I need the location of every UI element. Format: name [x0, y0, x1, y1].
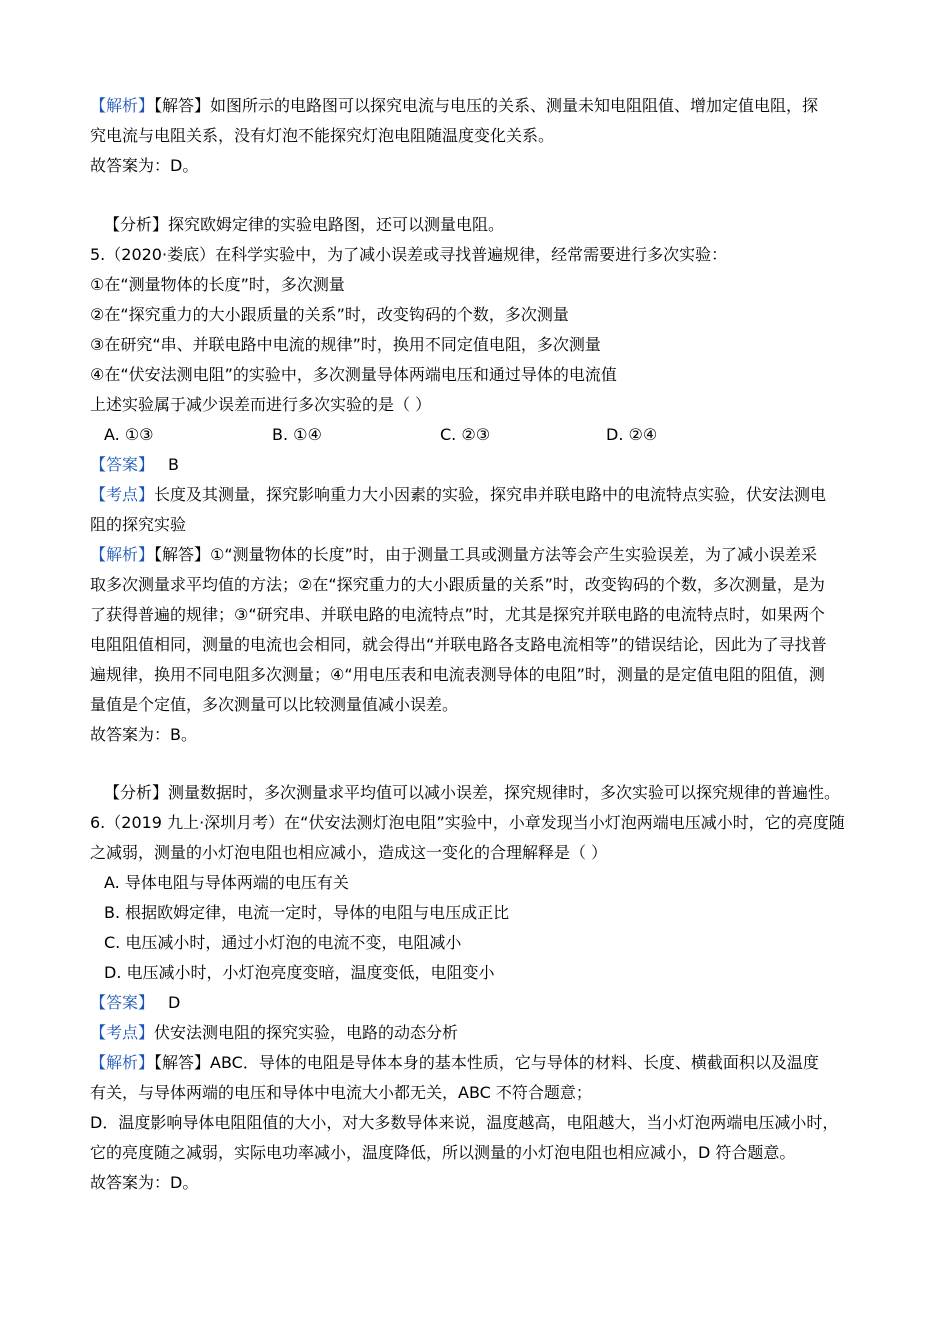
q6-jiexi-line4: 它的亮度随之减弱，实际电功率减小，温度降低，所以测量的小灯泡电阻也相应减小，D 符合题意。	[90, 1143, 796, 1162]
kaodian-tag: 【考点】	[90, 1023, 155, 1042]
q5-jiexi-line2: 取多次测量求平均值的方法；②在“探究重力的大小跟质量的关系”时，改变钩码的个数，多次测量，是为	[90, 575, 825, 594]
q5-jiexi-line5: 遍规律，换用不同电阻多次测量；④“用电压表和电流表测导体的电阻”时，测量的是定值电阻的阻值，测	[90, 665, 825, 684]
q5-item-1: ①在“测量物体的长度”时，多次测量	[90, 275, 345, 294]
q6-answer: D	[168, 993, 181, 1012]
q4-jiexi-line	[90, 95, 818, 117]
jiexi-tag: 【解析】	[90, 96, 155, 115]
q6-answer-line	[90, 992, 180, 1014]
q5-option-d: D. ②④	[606, 425, 658, 444]
fenxi-tag: 【分析】	[104, 215, 169, 234]
q5-kaodian-line	[90, 484, 826, 506]
q6-option-d: D. 电压减小时，小灯泡亮度变暗，温度变低，电阻变小	[104, 963, 495, 982]
q6-conclusion: 故答案为：D。	[90, 1173, 199, 1192]
q4-jiexi-line2: 究电流与电阻关系，没有灯泡不能探究灯泡电阻随温度变化关系。	[90, 126, 555, 145]
q5-kaodian-line2: 阻的探究实验	[90, 515, 187, 534]
q5-kaodian-text: 长度及其测量，探究影响重力大小因素的实验，探究串并联电路中的电流特点实验，伏安法测电	[154, 485, 827, 504]
q5-stem: 5.（2020·娄底）在科学实验中，为了减小误差或寻找普遍规律，经常需要进行多次实验：	[90, 245, 728, 264]
q5-item-2: ②在“探究重力的大小跟质量的关系”时，改变钩码的个数，多次测量	[90, 305, 569, 324]
q5-item-4: ④在“伏安法测电阻”的实验中，多次测量导体两端电压和通过导体的电流值	[90, 365, 617, 384]
q5-option-a: A. ①③	[104, 425, 154, 444]
q6-jiexi-line	[90, 1052, 819, 1074]
q4-fenxi-text: 探究欧姆定律的实验电路图，还可以测量电阻。	[168, 215, 505, 234]
jiexi-tag: 【解析】	[90, 1053, 155, 1072]
q6-option-b: B. 根据欧姆定律，电流一定时，导体的电阻与电压成正比	[104, 903, 510, 922]
q6-stem-line2: 之减弱，测量的小灯泡电阻也相应减小，造成这一变化的合理解释是（ ）	[90, 843, 608, 862]
q6-stem: 6.（2019 九上·深圳月考）在“伏安法测灯泡电阻”实验中，小章发现当小灯泡两端电压减小时，它的亮度随	[90, 813, 845, 832]
q5-jiexi-line3: 了获得普遍的规律；③“研究串、并联电路的电流特点”时，尤其是探究并联电路的电流特点时，如果两个	[90, 605, 825, 624]
q6-jiexi-line2: 有关，与导体两端的电压和导体中电流大小都无关，ABC 不符合题意；	[90, 1083, 592, 1102]
q5-fenxi-line	[104, 782, 840, 804]
q6-option-c: C. 电压减小时，通过小灯泡的电流不变，电阻减小	[104, 933, 462, 952]
q5-item-3: ③在研究“串、并联电路中电流的规律”时，换用不同定值电阻，多次测量	[90, 335, 601, 354]
q5-jiexi-text: 【解答】①“测量物体的长度”时，由于测量工具或测量方法等会产生实验误差，为了减小误差采	[154, 545, 817, 564]
fenxi-tag: 【分析】	[104, 783, 169, 802]
q5-answer: B	[168, 455, 179, 474]
q5-option-b: B. ①④	[272, 425, 322, 444]
q6-jiexi-line3: D．温度影响导体电阻阻值的大小，对大多数导体来说，温度越高，电阻越大，当小灯泡两端电压减小时，	[90, 1113, 839, 1132]
q4-conclusion: 故答案为：D。	[90, 156, 199, 175]
answer-tag: 【答案】	[90, 993, 155, 1012]
q5-option-c: C. ②③	[440, 425, 491, 444]
q5-answer-line	[90, 454, 179, 476]
q5-jiexi-line4: 电阻阻值相同，测量的电流也会相同，就会得出“并联电路各支路电流相等”的错误结论，因此为了寻找普	[90, 635, 827, 654]
q6-option-a: A. 导体电阻与导体两端的电压有关	[104, 873, 349, 892]
q6-jiexi-text: 【解答】ABC．导体的电阻是导体本身的基本性质，它与导体的材料、长度、横截面积以及温度	[154, 1053, 819, 1072]
q6-kaodian-text: 伏安法测电阻的探究实验，电路的动态分析	[154, 1023, 459, 1042]
q5-fenxi-text: 测量数据时，多次测量求平均值可以减小误差，探究规律时，多次实验可以探究规律的普遍性。	[168, 783, 841, 802]
q5-jiexi-line6: 量值是个定值，多次测量可以比较测量值减小误差。	[90, 695, 459, 714]
q6-kaodian-line	[90, 1022, 458, 1044]
kaodian-tag: 【考点】	[90, 485, 155, 504]
q5-question: 上述实验属于减少误差而进行多次实验的是（ ）	[90, 395, 432, 414]
answer-tag: 【答案】	[90, 455, 155, 474]
q5-conclusion: 故答案为：B。	[90, 725, 197, 744]
q4-fenxi-line	[104, 214, 504, 236]
q5-jiexi-line	[90, 544, 817, 566]
jiexi-tag: 【解析】	[90, 545, 155, 564]
q4-jiexi-text: 【解答】如图所示的电路图可以探究电流与电压的关系、测量未知电阻阻值、增加定值电阻，探	[154, 96, 819, 115]
